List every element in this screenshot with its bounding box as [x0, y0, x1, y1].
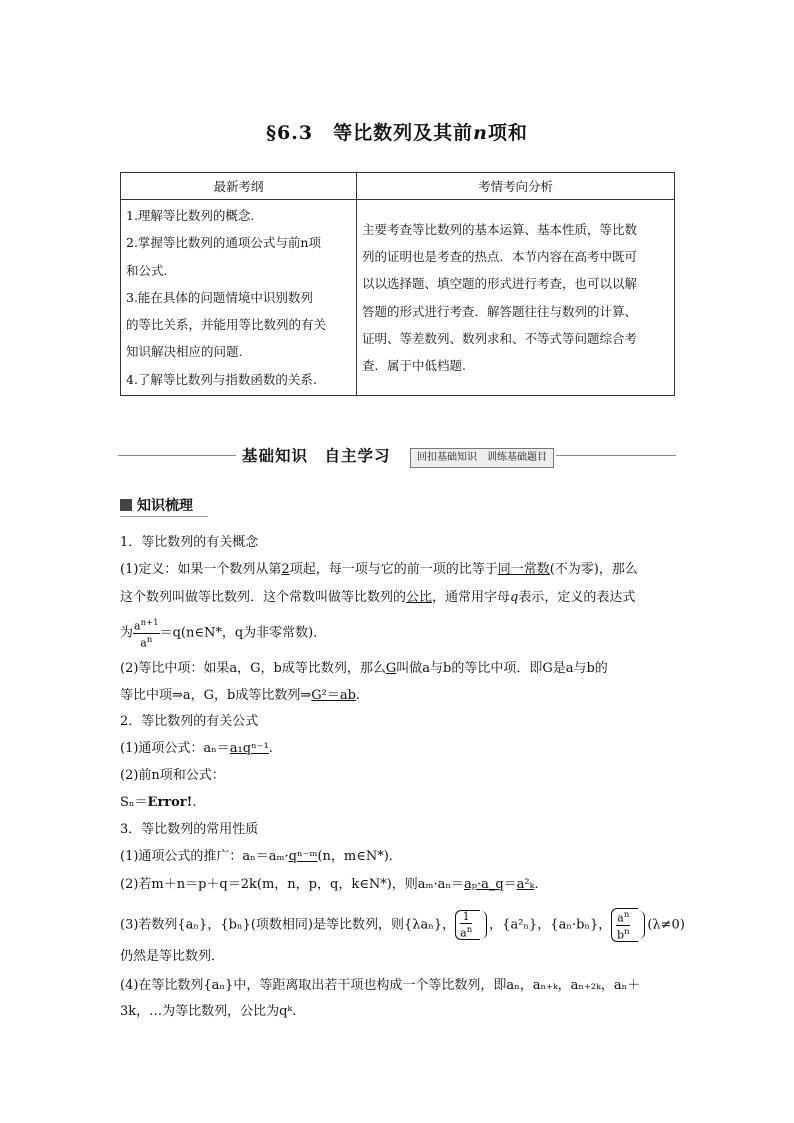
syllabus-table — [120, 172, 675, 396]
analysis-line: 证明、等差数列、数列求和、不等式等问题综合考 — [362, 330, 638, 346]
syllabus-line: 的等比关系，并能用等比数列的有关 — [126, 317, 327, 333]
section-underline — [120, 516, 208, 517]
geometric-mean-line-2: 等比中项⇒a，G，b成等比数列⇒G²＝ab. — [120, 688, 361, 703]
syllabus-cell — [121, 200, 357, 396]
heading-properties: 3．等比数列的常用性质 — [120, 822, 259, 837]
definition-line-2: 这个数列叫做等比数列．这个常数叫做等比数列的公比，通常用字母q表示，定义的表达式 — [120, 590, 636, 605]
sum-formula-label: (2)前n项和公式： — [120, 768, 225, 783]
heading-formulas: 2．等比数列的有关公式 — [120, 714, 259, 729]
geometric-mean-line-1: (2)等比中项：如果a，G，b成等比数列，那么G叫做a与b的等比中项．即G是a与b的 — [120, 661, 608, 676]
page-title: §6.3 等比数列及其前n项和 — [266, 122, 528, 144]
general-term-formula: (1)通项公式：aₙ＝a₁qⁿ⁻¹. — [120, 741, 273, 756]
quotient-set: $\frac{a^n}{b^n}$ — [611, 908, 638, 942]
sum-formula: Sₙ＝Error!. — [120, 795, 197, 810]
property-4-line-1: (4)在等比数列{aₙ}中，等距离取出若干项也构成一个等比数列，即aₙ，aₙ₊ₖ，aₙ₊₂ₖ，aₙ＋ — [120, 978, 641, 993]
analysis-line: 主要考查等比数列的基本运算、基本性质，等比数 — [362, 221, 638, 237]
analysis-line: 答题的形式进行考查．解答题往往与数列的计算、 — [362, 303, 638, 319]
banner-rule-right — [556, 455, 676, 456]
banner-title: 基础知识 自主学习 — [236, 444, 397, 468]
reciprocal-set: $\frac{1}{a^n}$ — [455, 910, 480, 941]
table-header-analysis: 考情考向分析 — [357, 173, 675, 200]
property-3: (3)若数列{aₙ}，{bₙ}(项数相同)是等比数列，则{λaₙ}， $\frac{1}{a^n}$ ，{a²ₙ}，{aₙ·bₙ}， $\frac{a^n}{b^n}$ (λ≠0) — [120, 909, 685, 942]
definition-formula: 为 $\frac{a^{n+1}}{a^n}$ ＝q(n∈N*，q为非零常数)． — [120, 618, 327, 650]
property-2: (2)若m＋n＝p＋q＝2k(m，n，p，q，k∈N*)，则aₘ·aₙ＝aₚ·a_q＝a²ₖ. — [120, 877, 539, 892]
syllabus-line: 知识解决相应的问题. — [126, 344, 243, 360]
analysis-line: 列的证明也是考查的热点．本节内容在高考中既可 — [362, 248, 638, 264]
ratio-fraction: $\frac{a^{n+1}}{a^n}$ — [134, 618, 159, 650]
property-4-line-2: 3k，…为等比数列，公比为qᵏ. — [120, 1004, 297, 1019]
syllabus-line: 和公式. — [126, 262, 168, 278]
square-icon — [120, 499, 132, 511]
property-3-line-2: 仍然是等比数列． — [120, 949, 225, 964]
analysis-line: 查．属于中低档题. — [362, 358, 466, 374]
syllabus-line: 2.掌握等比数列的通项公式与前n项 — [126, 235, 321, 251]
banner-rule-left — [118, 455, 236, 456]
syllabus-line: 3.能在具体的问题情境中识别数列 — [126, 289, 313, 305]
banner-subtitle: 回扣基础知识 训练基础题目 — [410, 448, 554, 468]
syllabus-line: 1.理解等比数列的概念. — [126, 208, 255, 223]
analysis-line: 以以选择题、填空题的形式进行考查，也可以以解 — [362, 276, 638, 292]
table-header-syllabus: 最新考纲 — [121, 173, 357, 200]
section-heading: 知识梳理 — [120, 495, 193, 515]
syllabus-line: 4.了解等比数列与指数函数的关系. — [126, 371, 317, 387]
property-1: (1)通项公式的推广：aₙ＝aₘ·qⁿ⁻ᵐ(n，m∈N*)． — [120, 849, 402, 864]
analysis-cell — [357, 200, 675, 396]
definition-line-1: (1)定义：如果一个数列从第2项起，每一项与它的前一项的比等于同一常数(不为零)，那么 — [120, 562, 638, 577]
heading-concepts: 1．等比数列的有关概念 — [120, 535, 259, 550]
